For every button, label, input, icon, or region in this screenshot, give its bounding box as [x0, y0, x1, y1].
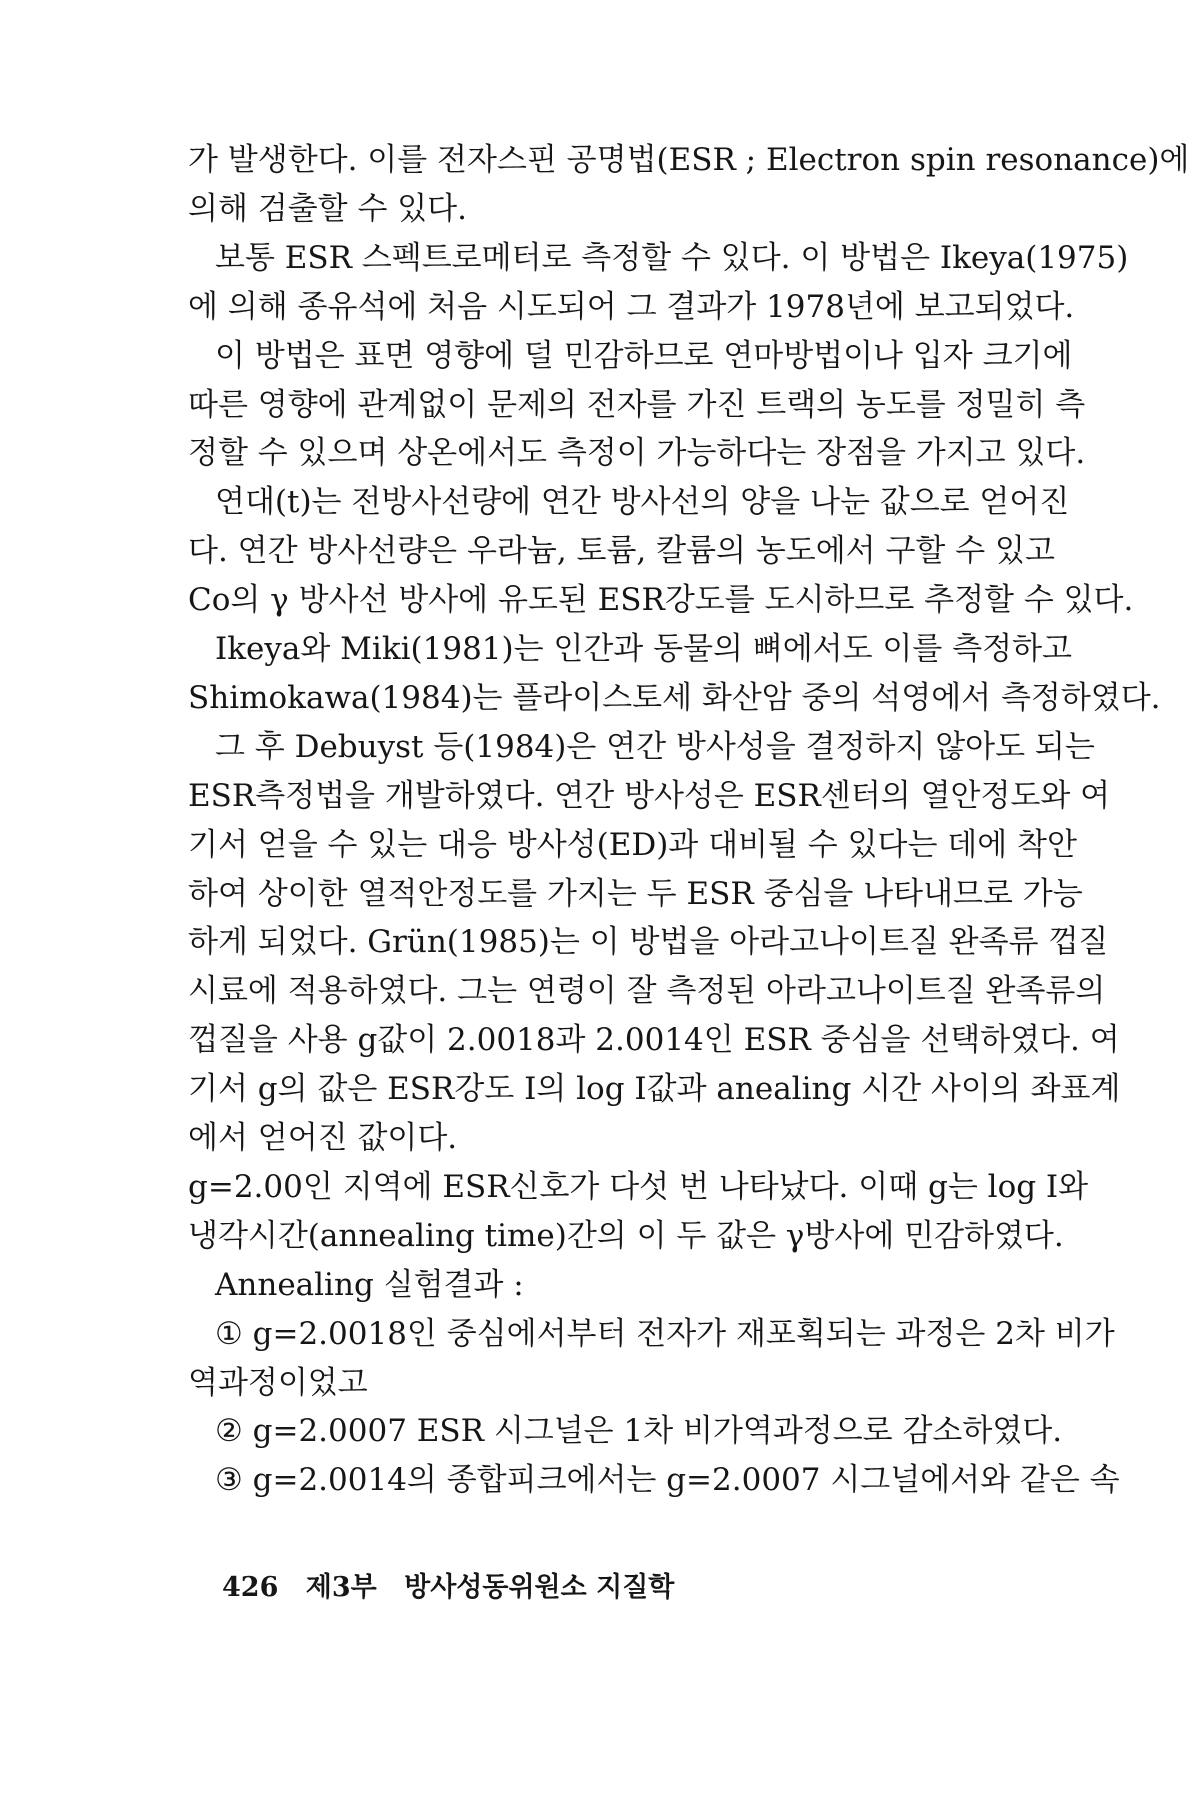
text-line: 하여 상이한 열적안정도를 가지는 두 ESR 중심을 나타내므로 가능 — [188, 875, 1083, 912]
text-line: 에서 얻어진 값이다. — [188, 1120, 458, 1156]
text-line: 의해 검출할 수 있다. — [188, 190, 467, 227]
text-line: 시료에 적용하였다. 그는 연령이 잘 측정된 아라고나이트질 완족류의 — [188, 973, 1106, 1010]
text-line: 하게 되었다. Grün(1985)는 이 방법을 아라고나이트질 완족류 껍질 — [188, 924, 1109, 961]
text-line: Co의 γ 방사선 방사에 유도된 ESR강도를 도시하므로 추정할 수 있다. — [188, 582, 1134, 619]
part-label: 제3부 — [305, 1572, 377, 1603]
text-line: 기서 g의 값은 ESR강도 I의 log I값과 anealing 시간 사이의 좌표계 — [188, 1071, 1121, 1108]
text-line: 따른 영향에 관계없이 문제의 전자를 가진 트랙의 농도를 정밀히 측 — [188, 386, 1086, 423]
text-line: 냉각시간(annealing time)간의 이 두 값은 γ방사에 민감하였다. — [188, 1217, 1064, 1254]
text-line: g=2.00인 지역에 ESR신호가 다섯 번 나타났다. 이때 g는 log I와 — [188, 1168, 1089, 1205]
text-line: ① g=2.0018인 중심에서부터 전자가 재포획되는 과정은 2차 비가 — [215, 1315, 1115, 1352]
text-line: 껍질을 사용 g값이 2.0018과 2.0014인 ESR 중심을 선택하였다. 여 — [188, 1022, 1120, 1059]
text-line: ③ g=2.0014의 종합피크에서는 g=2.0007 시그널에서와 같은 속 — [215, 1462, 1120, 1499]
page-number: 426 — [222, 1572, 279, 1603]
text-line: Ikeya와 Miki(1981)는 인간과 동물의 뼈에서도 이를 측정하고 — [215, 631, 1072, 667]
text-line: 그 후 Debuyst 등(1984)은 연간 방사성을 결정하지 않아도 되는 — [215, 728, 1095, 765]
text-line: 다. 연간 방사선량은 우라늄, 토륨, 칼륨의 농도에서 구할 수 있고 — [188, 533, 1055, 570]
text-line: 보통 ESR 스펙트로메터로 측정할 수 있다. 이 방법은 Ikeya(1975) — [215, 239, 1129, 276]
page-footer — [222, 1565, 692, 1604]
text-line: 역과정이었고 — [188, 1364, 368, 1401]
text-line: 에 의해 종유석에 처음 시도되어 그 결과가 1978년에 보고되었다. — [188, 288, 1075, 325]
text-line: 정할 수 있으며 상온에서도 측정이 가능하다는 장점을 가지고 있다. — [188, 435, 1086, 472]
book-title: 방사성동위원소 지질학 — [404, 1572, 675, 1603]
text-line: 이 방법은 표면 영향에 덜 민감하므로 연마방법이나 입자 크기에 — [215, 337, 1073, 374]
text-line: Shimokawa(1984)는 플라이스토세 화산암 중의 석영에서 측정하였다. — [188, 679, 1161, 716]
text-line: 가 발생한다. 이를 전자스핀 공명법(ESR ; Electron spin resonance)에 — [188, 142, 1190, 178]
text-line: ② g=2.0007 ESR 시그널은 1차 비가역과정으로 감소하였다. — [215, 1413, 1063, 1450]
text-line: 연대(t)는 전방사선량에 연간 방사선의 양을 나눈 값으로 얻어진 — [215, 484, 1070, 521]
text-line: Annealing 실험결과 : — [215, 1266, 524, 1303]
text-line: 기서 얻을 수 있는 대응 방사성(ED)과 대비될 수 있다는 데에 착안 — [188, 826, 1077, 863]
text-line: ESR측정법을 개발하였다. 연간 방사성은 ESR센터의 열안정도와 여 — [188, 777, 1111, 814]
